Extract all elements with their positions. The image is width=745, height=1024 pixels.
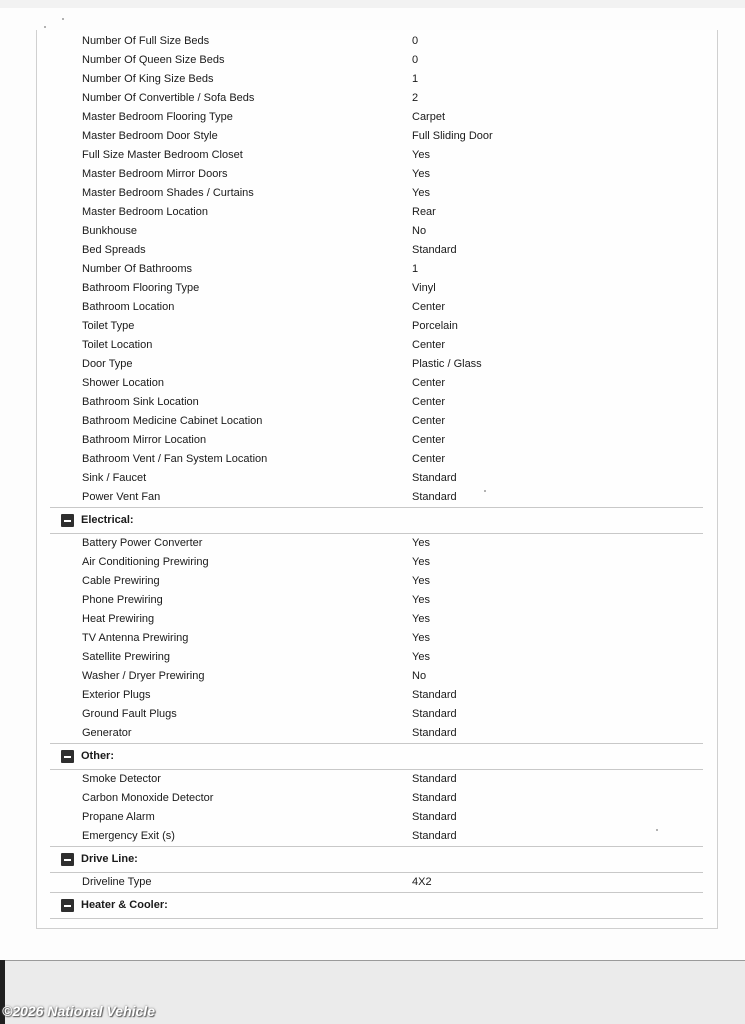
scan-speck [44, 26, 46, 28]
spec-value: 0 [412, 35, 419, 47]
spec-label: Bathroom Location [82, 301, 175, 313]
spec-label: Driveline Type [82, 876, 152, 888]
spec-value: No [412, 225, 427, 237]
spec-value: Standard [412, 244, 457, 256]
spec-value: 0 [412, 54, 419, 66]
spec-label: Generator [82, 727, 132, 739]
spec-label: Smoke Detector [82, 773, 161, 785]
spec-value: Porcelain [412, 320, 458, 332]
spec-value: Vinyl [412, 282, 436, 294]
spec-value: Yes [412, 168, 430, 180]
spec-value: Center [412, 453, 446, 465]
spec-value: Yes [412, 556, 430, 568]
spec-label: Number Of Queen Size Beds [82, 54, 225, 66]
section-header-heater-cooler[interactable] [50, 892, 703, 919]
spec-label: Emergency Exit (s) [82, 830, 175, 842]
spec-label: Bed Spreads [82, 244, 146, 256]
spec-value: 2 [412, 92, 419, 104]
scan-speck [656, 829, 658, 831]
spec-label: Sink / Faucet [82, 472, 147, 484]
section-title: Heater & Cooler: [81, 899, 168, 911]
spec-value: 1 [412, 263, 419, 275]
spec-value: Yes [412, 149, 430, 161]
spec-label: Power Vent Fan [82, 491, 161, 503]
spec-label: Ground Fault Plugs [82, 708, 177, 720]
scan-speck [62, 18, 64, 20]
spec-value: Center [412, 396, 446, 408]
spec-label: Washer / Dryer Prewiring [82, 670, 205, 682]
spec-label: Bathroom Flooring Type [82, 282, 200, 294]
spec-label: Satellite Prewiring [82, 651, 171, 663]
spec-label: Battery Power Converter [82, 537, 203, 549]
spec-value: Rear [412, 206, 436, 218]
collapse-icon[interactable] [61, 514, 74, 527]
spec-label: Master Bedroom Mirror Doors [82, 168, 228, 180]
scan-top-edge [0, 0, 745, 8]
spec-label: Master Bedroom Door Style [82, 130, 218, 142]
spec-label: Bunkhouse [82, 225, 138, 237]
spec-value: Yes [412, 651, 430, 663]
scan-speck [484, 490, 486, 492]
divider [0, 960, 745, 961]
spec-value: Standard [412, 472, 457, 484]
spec-label: Number Of Convertible / Sofa Beds [82, 92, 255, 104]
spec-value: Yes [412, 632, 430, 644]
spec-label: Propane Alarm [82, 811, 155, 823]
spec-label: Bathroom Mirror Location [82, 434, 207, 446]
spec-value: Carpet [412, 111, 446, 123]
spec-label: Full Size Master Bedroom Closet [82, 149, 243, 161]
spec-value: Standard [412, 830, 457, 842]
spec-value: Standard [412, 689, 457, 701]
spec-value: Standard [412, 792, 457, 804]
spec-value: 1 [412, 73, 419, 85]
spec-value: Standard [412, 708, 457, 720]
spec-value: No [412, 670, 427, 682]
spec-value: Center [412, 415, 446, 427]
spec-value: Full Sliding Door [412, 130, 493, 142]
spec-label: Carbon Monoxide Detector [82, 792, 214, 804]
spec-value: Center [412, 377, 446, 389]
spec-value: 4X2 [412, 876, 432, 888]
collapse-icon[interactable] [61, 750, 74, 763]
spec-value: Center [412, 301, 446, 313]
spec-label: Bathroom Sink Location [82, 396, 199, 408]
spec-label: Master Bedroom Location [82, 206, 208, 218]
spec-label: Cable Prewiring [82, 575, 160, 587]
section-title: Drive Line: [81, 853, 138, 865]
spec-label: Number Of Full Size Beds [82, 35, 210, 47]
spec-label: Toilet Location [82, 339, 153, 351]
copyright-watermark: ©2026 National Vehicle [2, 1003, 155, 1019]
spec-value: Yes [412, 613, 430, 625]
spec-label: Bathroom Vent / Fan System Location [82, 453, 268, 465]
spec-value: Center [412, 434, 446, 446]
section-header-drive-line[interactable] [50, 846, 703, 873]
collapse-icon[interactable] [61, 853, 74, 866]
spec-label: Master Bedroom Flooring Type [82, 111, 233, 123]
spec-value: Standard [412, 491, 457, 503]
spec-label: TV Antenna Prewiring [82, 632, 189, 644]
collapse-icon[interactable] [61, 899, 74, 912]
spec-value: Standard [412, 727, 457, 739]
spec-label: Door Type [82, 358, 133, 370]
spec-label: Phone Prewiring [82, 594, 163, 606]
spec-label: Exterior Plugs [82, 689, 151, 701]
spec-label: Heat Prewiring [82, 613, 155, 625]
spec-value: Plastic / Glass [412, 358, 482, 370]
spec-value: Yes [412, 575, 430, 587]
spec-label: Shower Location [82, 377, 164, 389]
spec-value: Yes [412, 537, 430, 549]
spec-label: Toilet Type [82, 320, 135, 332]
section-title: Other: [81, 750, 114, 762]
spec-value: Center [412, 339, 446, 351]
section-header-electrical[interactable] [50, 507, 703, 534]
spec-label: Bathroom Medicine Cabinet Location [82, 415, 263, 427]
section-title: Electrical: [81, 514, 134, 526]
spec-label: Number Of Bathrooms [82, 263, 193, 275]
spec-label: Master Bedroom Shades / Curtains [82, 187, 254, 199]
spec-label: Number Of King Size Beds [82, 73, 214, 85]
spec-value: Yes [412, 187, 430, 199]
spec-value: Standard [412, 773, 457, 785]
spec-label: Air Conditioning Prewiring [82, 556, 209, 568]
section-header-other[interactable] [50, 743, 703, 770]
spec-value: Yes [412, 594, 430, 606]
spec-value: Standard [412, 811, 457, 823]
